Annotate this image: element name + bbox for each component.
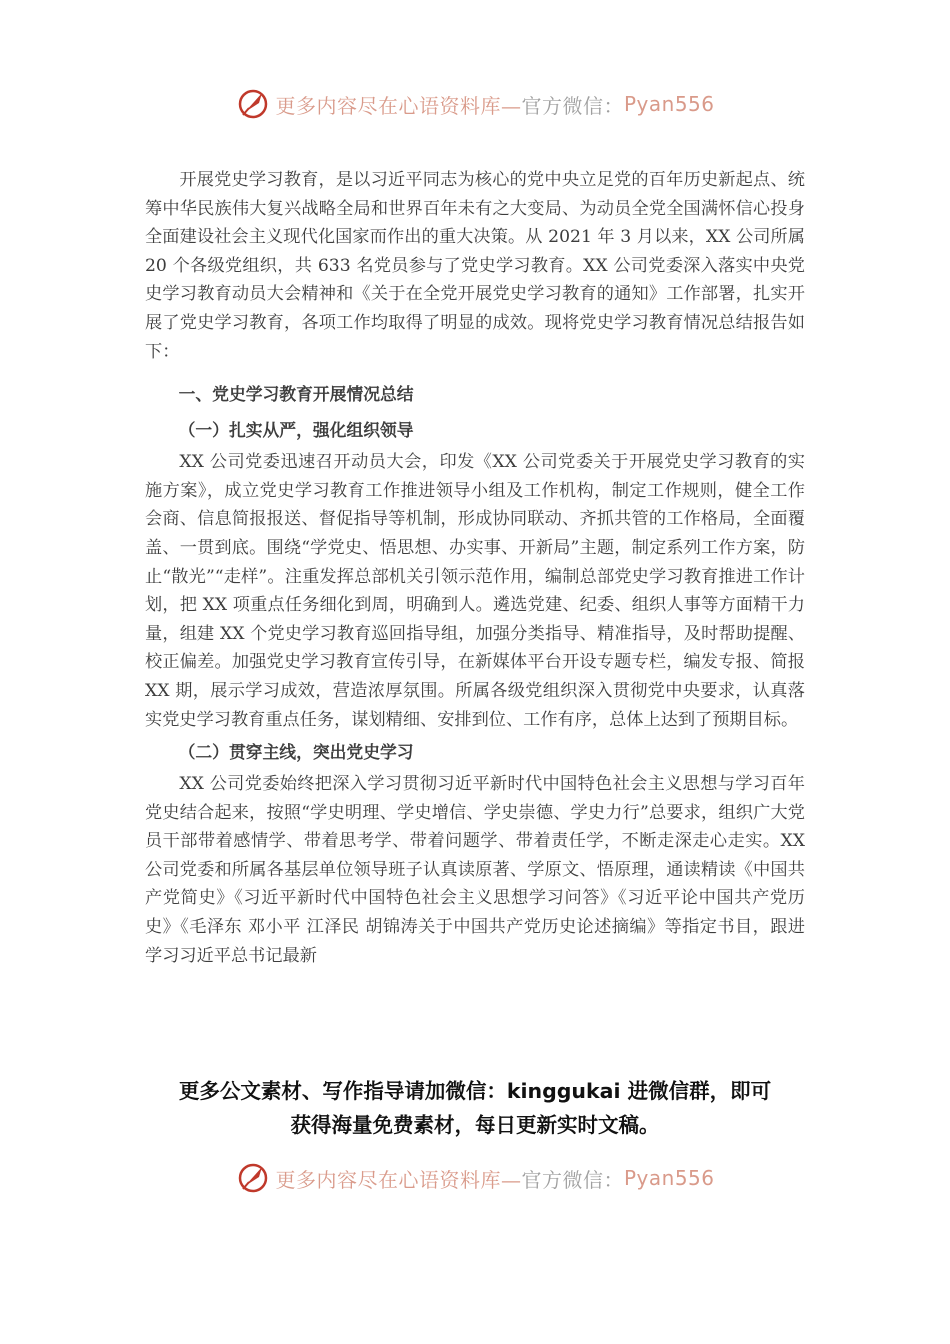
subsection-1-paragraph: XX 公司党委迅速召开动员大会，印发《XX 公司党委关于开展党史学习教育的实施方案》，成立党史学习教育工作推进领导小组及工作机构，制定工作规则，健全工作会商、信息简报报送、督促指导等机制，形成协同联动、齐抓共管的工作格局，全面覆盖、一贯到底。围绕“学党史、悟思想、办实事、开新局”主题，制定系列工作方案，防止“散光”“走样”。注重发挥总部机关引领示范作用，编制总部党史学习教育推进工作计划，把 XX 项重点任务细化到周，明确到人。遴选党建、纪委、组织人事等方面精干力量，组建 XX 个党史学习教育巡回指导组，加强分类指导、精准指导，及时帮助提醒、校正偏差。加强党史学习教育宣传引导，在新媒体平台开设专题专栏，编发专报、简报 XX 期，展示学习成效，营造浓厚氛围。所属各级党组织深入贯彻党中央要求，认真落实党史学习教育重点任务，谋划精细、安排到位、工作有序，总体上达到了预期目标。 <box>145 452 805 730</box>
footer-banner <box>0 1156 950 1200</box>
banner-wechat-label: 官方微信： <box>521 1167 624 1192</box>
header-banner <box>0 82 950 126</box>
quill-logo-icon <box>235 86 271 122</box>
promo-line-2: 获得海量免费素材，每日更新实时文稿。 <box>290 1113 660 1137</box>
subsection-heading-2: （二）贯穿主线，突出党史学习 <box>178 742 414 763</box>
banner-wechat-id: Pyan556 <box>623 1166 715 1190</box>
banner-wechat-id: Pyan556 <box>623 92 715 116</box>
banner-text: 更多内容尽在心语资料库— <box>275 1167 522 1192</box>
banner-wechat-label: 官方微信： <box>521 93 624 118</box>
document-body <box>145 166 805 970</box>
section-heading-1: 一、党史学习教育开展情况总结 <box>178 384 414 405</box>
quill-logo-icon <box>235 1160 271 1196</box>
intro-paragraph: 开展党史学习教育，是以习近平同志为核心的党中央立足党的百年历史新起点、统筹中华民族伟大复兴战略全局和世界百年未有之大变局、为动员全党全国满怀信心投身全面建设社会主义现代化国家而作出的重大决策。从 2021 年 3 月以来，XX 公司所属 20 个各级党组织，共 633 名党员参与了党史学习教育。XX 公司党委深入落实中央党史学习教育动员大会精神和《关于在全党开展党史学习教育的通知》工作部署，扎实开展了党史学习教育，各项工作均取得了明显的成效。现将党史学习教育情况总结报告如下： <box>145 170 805 362</box>
subsection-heading-1: （一）扎实从严，强化组织领导 <box>178 420 414 441</box>
banner-text: 更多内容尽在心语资料库— <box>275 93 522 118</box>
promo-line-1: 更多公文素材、写作指导请加微信：kinggukai 进微信群，即可 <box>178 1079 772 1103</box>
promo-notice <box>0 1074 950 1142</box>
subsection-2-paragraph: XX 公司党委始终把深入学习贯彻习近平新时代中国特色社会主义思想与学习百年党史结合起来，按照“学史明理、学史增信、学史崇德、学史力行”总要求，组织广大党员干部带着感情学、带着思考学、带着问题学、带着责任学，不断走深走心走实。XX 公司党委和所属各基层单位领导班子认真读原著、学原文、悟原理，通读精读《中国共产党简史》《习近平新时代中国特色社会主义思想学习问答》《习近平论中国共产党历史》《毛泽东 邓小平 江泽民 胡锦涛关于中国共产党历史论述摘编》等指定书目，跟进学习习近平总书记最新 <box>145 774 805 966</box>
